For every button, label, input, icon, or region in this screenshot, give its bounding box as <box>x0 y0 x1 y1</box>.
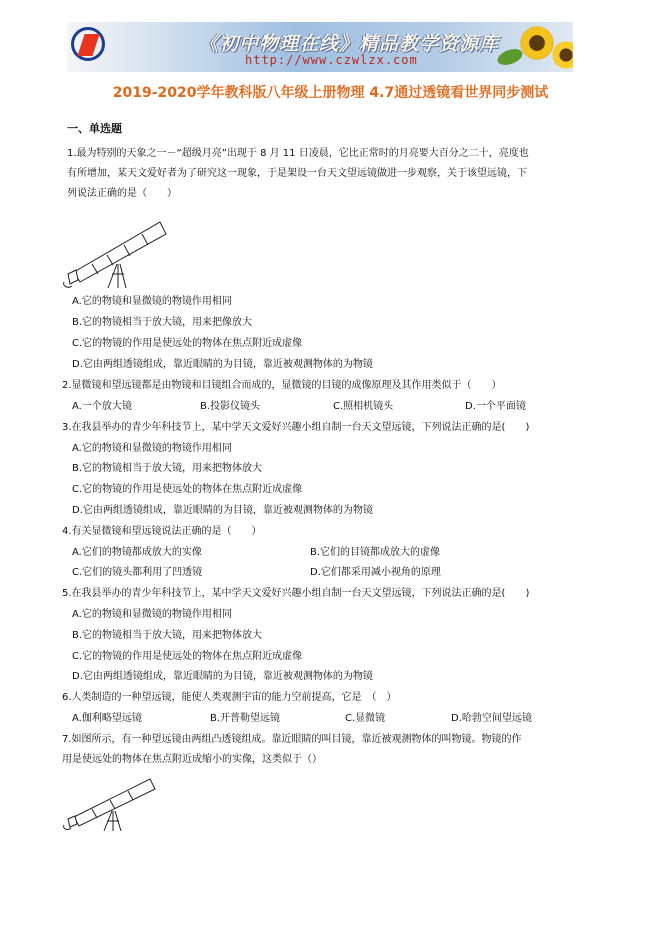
question-2-stem: 2.显微镜和望远镜都是由物镜和目镜组合而成的，显微镜的目镜的成像原理及其作用类似于（ ） <box>62 380 502 391</box>
document-title: 2019-2020学年教科版八年级上册物理 4.7通过透镜看世界同步测试 <box>112 85 549 101</box>
question-6-option-a[interactable]: A.伽利略望远镜 <box>72 713 142 724</box>
question-5-option-a[interactable]: A.它的物镜和显微镜的物镜作用相同 <box>72 609 232 620</box>
question-1-option-d[interactable]: D.它由两组透镜组成，靠近眼睛的为目镜，靠近被观测物体的为物镜 <box>72 359 373 370</box>
question-6-option-d[interactable]: D.哈勃空间望远镜 <box>451 713 532 724</box>
header-banner <box>67 22 573 72</box>
question-6-option-b[interactable]: B.开普勒望远镜 <box>210 713 281 724</box>
question-5-option-c[interactable]: C.它的物镜的作用是使远处的物体在焦点附近成虚像 <box>72 651 303 662</box>
question-1-line-3: 列说法正确的是（ ） <box>67 188 177 199</box>
question-2-option-b[interactable]: B.投影仪镜头 <box>200 401 261 412</box>
banner-url[interactable]: http://www.czwlzx.com <box>245 53 418 67</box>
question-1-option-a[interactable]: A.它的物镜和显微镜的物镜作用相同 <box>72 296 232 307</box>
telescope-figure <box>62 212 170 290</box>
question-5-stem: 5.在我县举办的青少年科技节上，某中学天文爱好兴趣小组自制一台天文望远镜，下列说法正确的是( ) <box>62 588 530 599</box>
question-2-option-d[interactable]: D.一个平面镜 <box>465 401 526 412</box>
question-6-option-c[interactable]: C.显微镜 <box>345 713 386 724</box>
question-2-option-c[interactable]: C.照相机镜头 <box>333 401 394 412</box>
question-1-line-1: 1.最为特别的天象之一－“超级月亮”出现于 8 月 11 日凌晨，它比正常时的月亮要大百分之二十，亮度也 <box>67 148 529 159</box>
question-5-option-b[interactable]: B.它的物镜相当于放大镜，用来把物体放大 <box>72 630 263 641</box>
question-3-option-c[interactable]: C.它的物镜的作用是使远处的物体在焦点附近成虚像 <box>72 484 303 495</box>
question-7-line-2: 用是使远处的物体在焦点附近成缩小的实像，这类似于（） <box>62 754 322 765</box>
question-4-stem: 4.有关显微镜和望远镜说法正确的是（ ） <box>62 526 262 537</box>
sunflower-image <box>551 40 573 70</box>
question-4-option-d[interactable]: D.它们都采用减小视角的原理 <box>310 567 441 578</box>
question-1-option-b[interactable]: B.它的物镜相当于放大镜，用来把像放大 <box>72 317 253 328</box>
telescope-figure <box>60 773 160 833</box>
question-1-option-c[interactable]: C.它的物镜的作用是使远处的物体在焦点附近成虚像 <box>72 338 303 349</box>
sunflower-image <box>519 25 555 61</box>
question-4-option-b[interactable]: B.它们的目镜都成放大的虚像 <box>310 547 441 558</box>
question-5-option-d[interactable]: D.它由两组透镜组成，靠近眼睛的为目镜，靠近被观测物体的为物镜 <box>72 671 373 682</box>
question-6-stem: 6.人类制造的一种望远镜，能使人类观测宇宙的能力空前提高，它是 （ ） <box>62 692 397 703</box>
question-2-option-a[interactable]: A.一个放大镜 <box>72 401 132 412</box>
question-4-option-a[interactable]: A.它们的物镜都成放大的实像 <box>72 547 202 558</box>
question-7-line-1: 7.如图所示，有一种望远镜由两组凸透镜组成。靠近眼睛的叫目镜，靠近被观测物体的叫物镜。物镜的作 <box>62 734 522 745</box>
question-3-option-a[interactable]: A.它的物镜和显微镜的物镜作用相同 <box>72 443 232 454</box>
question-1-line-2: 有所增加，某天文爱好者为了研究这一现象，于是架设一台天文望远镜做进一步观察，关于该望远镜，下 <box>67 168 527 179</box>
question-3-option-d[interactable]: D.它由两组透镜组成，靠近眼睛的为目镜，靠近被观测物体的为物镜 <box>72 505 373 516</box>
section-heading: 一、单选题 <box>67 122 122 135</box>
question-3-stem: 3.在我县举办的青少年科技节上，某中学天文爱好兴趣小组自制一台天文望远镜，下列说法正确的是( ) <box>62 422 530 433</box>
question-3-option-b[interactable]: B.它的物镜相当于放大镜，用来把物体放大 <box>72 463 263 474</box>
question-4-option-c[interactable]: C.它们的镜头都利用了凹透镜 <box>72 567 203 578</box>
banner-title: 《初中物理在线》精品教学资源库 <box>199 33 500 55</box>
